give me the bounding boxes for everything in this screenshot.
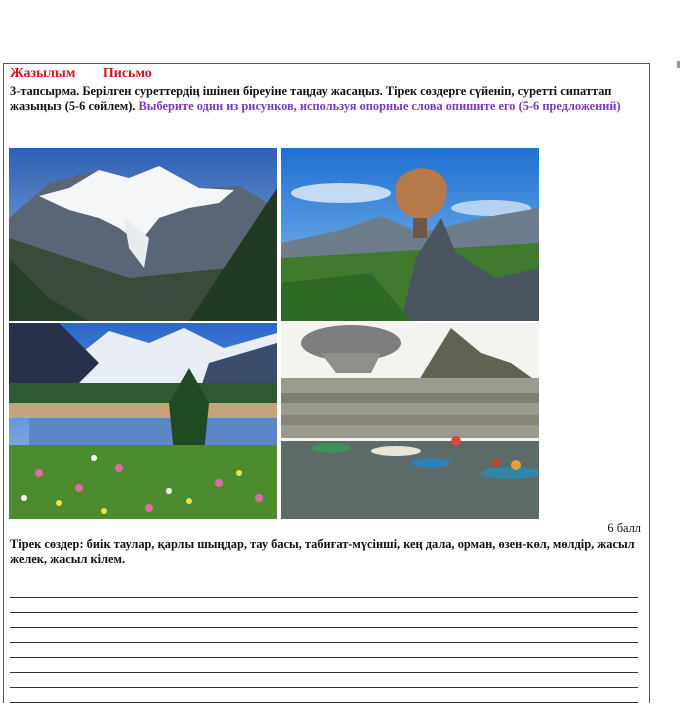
page-edge-mark xyxy=(677,61,680,68)
kazakh-section-title: Жазылым xyxy=(10,66,76,81)
photo-snowy-mountains xyxy=(9,148,277,321)
answer-line[interactable] xyxy=(10,642,638,643)
russian-section-title: Письмо xyxy=(102,66,152,81)
worksheet xyxy=(3,63,650,703)
answer-line[interactable] xyxy=(10,597,638,598)
answer-line[interactable] xyxy=(10,657,638,658)
photo-stone-statue xyxy=(281,148,539,321)
answer-line[interactable] xyxy=(10,672,638,673)
task-text-kazakh: 3-тапсырма. Берілген суреттердің ішінен біреуіне таңдау жасаңыз. Тірек сөздерге сүйеніп, суретті сипаттап жазыңыз (5-6 сөйлем). xyxy=(10,84,612,113)
answer-lines xyxy=(10,597,638,717)
section-header xyxy=(10,66,152,82)
task-text-russian: Выберите один из рисунков, используя опорные слова опишите его (5-6 предложений) xyxy=(138,99,621,113)
photo-alpine-lake xyxy=(9,323,277,519)
answer-line[interactable] xyxy=(10,687,638,688)
answer-line[interactable] xyxy=(10,612,638,613)
task-instructions xyxy=(10,84,642,114)
support-words: Тірек сөздер: биік таулар, қарлы шыңдар, тау басы, табиғат-мүсінші, кең дала, орман, өзен-көл, мөлдір, жасыл желек, жасыл кілем. xyxy=(10,537,635,566)
answer-line[interactable] xyxy=(10,702,638,703)
answer-line[interactable] xyxy=(10,627,638,628)
photo-lake-boats xyxy=(281,323,539,519)
score-label: 6 балл xyxy=(607,521,641,535)
